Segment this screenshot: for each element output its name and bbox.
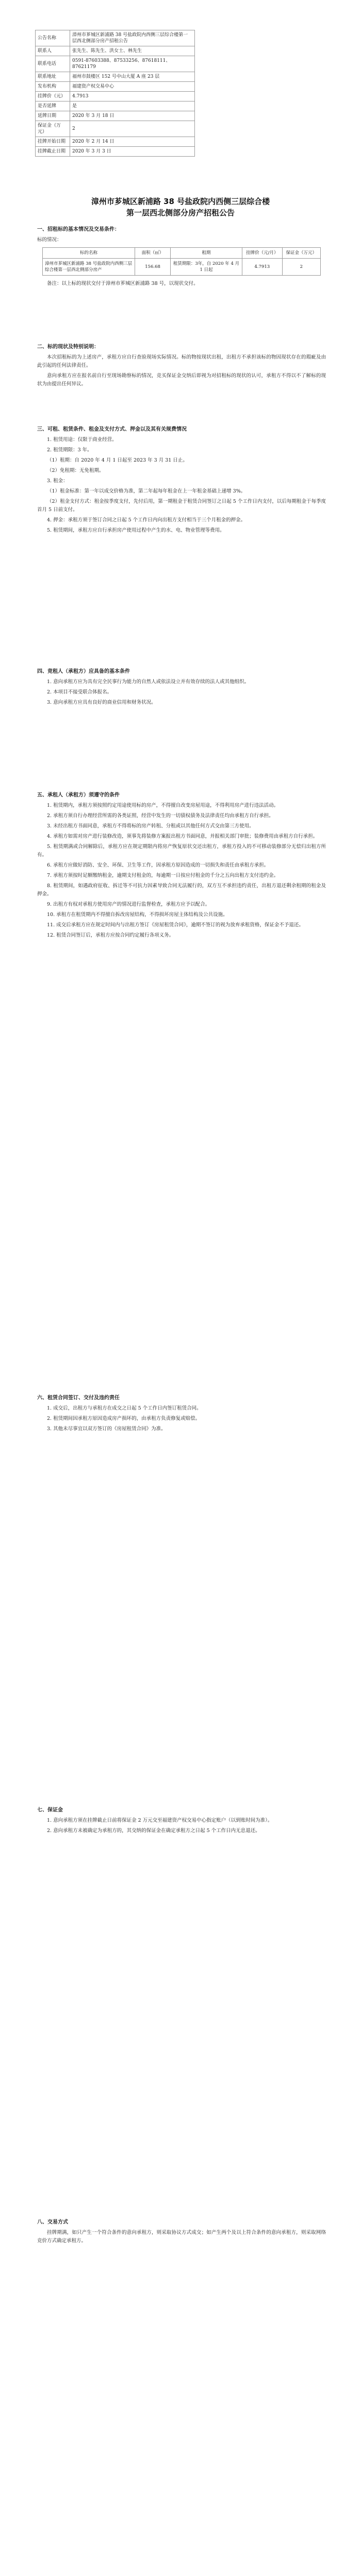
paragraph: 12. 租赁合同签订后，承租方应按合同约定履行各项义务。 xyxy=(47,933,174,938)
section-8 xyxy=(37,2215,326,2247)
section-7-heading: 七、保证金 xyxy=(37,1807,63,1813)
paragraph: 1. 意向承租方须在挂牌截止日前将保证金 2 万元交至福建资产权交易中心指定账户（以到账时间为准）。 xyxy=(47,1818,273,1823)
section-2-heading: 二、标的现状及特别说明： xyxy=(37,344,99,350)
info-row xyxy=(36,111,195,121)
title-line-1: 漳州市芗城区新浦路 38 号盐政院内西侧三层综合楼 xyxy=(91,197,270,206)
paragraph: 8. 租赁期间，如遇政府征收、拆迁等不可抗力因素导致合同无法履行的，双方互不承担违约责任，出租方退还剩余租期的租金及押金。 xyxy=(37,883,326,897)
subject-cell: 4.7913 xyxy=(242,259,283,276)
paragraph: 3. 其他未尽事宜以双方签订的《房屋租赁合同》为准。 xyxy=(47,1426,166,1432)
paragraph: 1. 意向承租方应为具有完全民事行为能力的自然人或依法设立并有效存续的法人或其他组织。 xyxy=(47,679,250,685)
info-label: 发布机构 xyxy=(36,82,70,92)
paragraph: 1. 租赁期内，承租方须按照约定用途使用标的房产，不得擅自改变房屋用途，不得利用房产进行违法活动。 xyxy=(47,803,279,808)
paragraph: 3. 未经出租方书面同意，承租方不得将标的房产转租、分租或以其他任何方式交由第三方使用。 xyxy=(47,823,254,829)
info-value: 2020 年 2 月 14 日 xyxy=(70,137,195,147)
info-value: 福州市鼓楼区 152 号中山大厦 A 座 23 层 xyxy=(70,72,195,82)
paragraph: 本次招租标的为上述房产，承租方应自行查验现场实际情况。标的物按现状出租，出租方不承担该标的物因现状存在的瑕疵及由此引起的任何法律责任。 xyxy=(37,354,326,368)
subject-cell: 漳州市芗城区新浦路 38 号盐政院内西侧三层综合楼第一层西北侧部分房产 xyxy=(43,259,135,276)
paragraph: 6. 承租方应做好消防、安全、环保、卫生等工作，因承租方原因造成的一切损失和责任由承租方承担。 xyxy=(47,862,269,868)
section-7 xyxy=(37,1803,326,1837)
paragraph: 5. 租赁期间，承租方应自行承担房产使用过程中产生的水、电、物业管理等费用。 xyxy=(47,528,225,533)
subject-cell: 156.68 xyxy=(135,259,171,276)
section-2-body xyxy=(37,353,326,388)
info-value: 张先生、陈先生、洪女士、林先生 xyxy=(70,46,195,56)
section-8-body xyxy=(37,2229,326,2245)
paragraph: 2. 承租方须自行办理经营所需的各类证照，经营中发生的一切债权债务及法律责任均由承租方自行承担。 xyxy=(47,813,274,819)
info-value: 4.7913 xyxy=(70,92,195,101)
info-value: 2020 年 3 月 18 日 xyxy=(70,111,195,121)
section-5-body xyxy=(37,802,326,940)
subject-header: 保证金（万元） xyxy=(282,248,320,259)
paragraph: 11. 成交后承租方应在规定时间内与出租方签订《房屋租赁合同》，逾期不签订的视为放弃承租资格，保证金不予退还。 xyxy=(47,922,304,928)
paragraph: 4. 押金：承租方须于签订合同之日起 5 个工作日内向出租方支付相当于三个月租金的押金。 xyxy=(47,517,246,523)
info-row xyxy=(36,56,195,72)
paragraph: 2. 租赁期限：3 年。 xyxy=(47,447,92,453)
info-value: 2 xyxy=(70,121,195,137)
paragraph: （1）租金标准：第一年以成交价格为准，第二年起每年租金在上一年租金基础上递增 3%。 xyxy=(47,488,246,494)
paragraph: （1）租期：自 2020 年 4 月 1 日起至 2023 年 3 月 31 日止。 xyxy=(47,457,188,463)
subject-table xyxy=(42,247,321,276)
subject-header: 标的名称 xyxy=(43,248,135,259)
paragraph: 2. 租赁期间因承租方原因造成房产损坏的，由承租方负责修复或赔偿。 xyxy=(47,1416,201,1421)
info-row xyxy=(36,82,195,92)
section-6-body xyxy=(37,1404,326,1433)
section-6-heading: 六、租赁合同签订、交付及违约责任 xyxy=(37,1395,120,1401)
info-row xyxy=(36,121,195,137)
paragraph: 5. 租赁期满或合同解除后，承租方应在规定期限内将房产恢复原状交还出租方，承租方投入的不可移动装修部分无偿归出租方所有。 xyxy=(37,844,326,858)
section-3-heading: 三、可租、租赁条件、租金及支付方式、押金以及其有关规费情况 xyxy=(37,427,187,432)
paragraph: 10. 承租方在租赁期内不得擅自拆改房屋结构，不得损坏房屋主体结构及公共设施。 xyxy=(47,912,228,918)
info-label: 挂牌价（元） xyxy=(36,92,70,101)
paragraph: 1. 成交后，出租方与承租方在成交之日起 5 个工作日内签订租赁合同。 xyxy=(47,1405,202,1411)
info-row xyxy=(36,72,195,82)
paragraph: 1. 租赁用途：仅限于商业经营。 xyxy=(47,437,117,443)
info-label: 联系电话 xyxy=(36,56,70,72)
title-line-2: 第一层西北侧部分房产招租公告 xyxy=(126,208,235,217)
paragraph: 意向承租方应在报名前自行至现场勘察标的情况，竞买保证金交纳后即视为对招租标的现状的认可，承租方不得以不了解标的现状为由提出任何异议。 xyxy=(37,373,326,387)
section-4 xyxy=(37,665,326,709)
table-row xyxy=(43,259,321,276)
subject-header: 面积（㎡） xyxy=(135,248,171,259)
section-4-body xyxy=(37,678,326,707)
info-row xyxy=(36,101,195,111)
subject-cell: 租赁期限：3年，自 2020 年 4 月 1 日起 xyxy=(171,259,242,276)
section-5-heading: 五、承租人（承租方）须遵守的条件 xyxy=(37,792,120,798)
paragraph: 3. 意向承租方应具有良好的商业信用和财务状况。 xyxy=(47,700,156,705)
section-1-intro: 标的情况： xyxy=(37,237,62,243)
section-1-heading: 一、招租标的基本情况及交易条件： xyxy=(37,227,120,232)
info-label: 联系人 xyxy=(36,46,70,56)
info-value: 0591-87603388、87533256、87618111、87621179 xyxy=(70,56,195,72)
subject-header: 挂牌价（元/月） xyxy=(242,248,283,259)
section-7-body xyxy=(37,1817,326,1835)
paragraph: 7. 承租方须按时足额缴纳租金，逾期支付租金的，每逾期一日按应付租金的千分之五向出租方支付违约金。 xyxy=(47,873,279,878)
paragraph: （2）免租期：无免租期。 xyxy=(47,468,104,473)
info-value: 2020 年 3 月 3 日 xyxy=(70,147,195,157)
paragraph: 2. 本项目不接受联合体报名。 xyxy=(47,689,112,695)
paragraph: 9. 出租方有权对承租方使用房产的情况进行监督检查，承租方应予以配合。 xyxy=(47,902,210,907)
info-row xyxy=(36,137,195,147)
info-label: 公告名称 xyxy=(36,30,70,46)
subject-header: 租期 xyxy=(171,248,242,259)
info-label: 延牌日期 xyxy=(36,111,70,121)
info-label: 联系地址 xyxy=(36,72,70,82)
info-label: 挂牌截止日期 xyxy=(36,147,70,157)
info-label: 挂牌开始日期 xyxy=(36,137,70,147)
paragraph: 2. 意向承租方未被确定为承租方的，其交纳的保证金在确定承租方之日起 5 个工作日内无息退还。 xyxy=(47,1828,260,1834)
info-row xyxy=(36,92,195,101)
info-table xyxy=(35,30,195,157)
section-1 xyxy=(37,223,326,290)
paragraph: 4. 承租方如需对房产进行装修改造，须事先将装修方案报出租方书面同意，并报相关部门审批；装修费用由承租方自行承担。 xyxy=(47,834,318,839)
paragraph: （2）租金支付方式：租金按季度支付，先付后用，第一期租金于租赁合同签订之日起 5 个工作日内支付，以后每期租金于每季度首月 5 日前支付。 xyxy=(37,499,326,513)
section-2 xyxy=(37,340,326,391)
info-value: 福建资产权交易中心 xyxy=(70,82,195,92)
info-value: 是 xyxy=(70,101,195,111)
info-label: 是否延牌 xyxy=(36,101,70,111)
info-label: 保证金（万元） xyxy=(36,121,70,137)
paragraph: 3. 租金： xyxy=(47,478,68,484)
section-6 xyxy=(37,1391,326,1435)
section-3-body xyxy=(37,436,326,535)
info-row xyxy=(36,147,195,157)
section-8-heading: 八、交易方式 xyxy=(37,2219,68,2225)
info-value: 漳州市芗城区新浦路 38 号盐政院内西侧三层综合楼第一层西北侧部分房产招租公告 xyxy=(70,30,195,46)
section-4-heading: 四、竞租人（承租方）应具备的基本条件 xyxy=(37,669,130,674)
info-row xyxy=(36,46,195,56)
announcement-title xyxy=(0,196,361,218)
info-row xyxy=(36,30,195,46)
section-3 xyxy=(37,422,326,537)
section-1-note: 备注：以上标的现状交付于漳州市芗城区新浦路 38 号，以现状交付。 xyxy=(47,281,199,286)
paragraph: 挂牌期满，如只产生一个符合条件的意向承租方，则采取协议方式成交；如产生两个及以上符合条件的意向承租方，则采取网络竞价方式确定承租方。 xyxy=(37,2230,326,2244)
section-5 xyxy=(37,788,326,942)
subject-cell: 2 xyxy=(282,259,320,276)
